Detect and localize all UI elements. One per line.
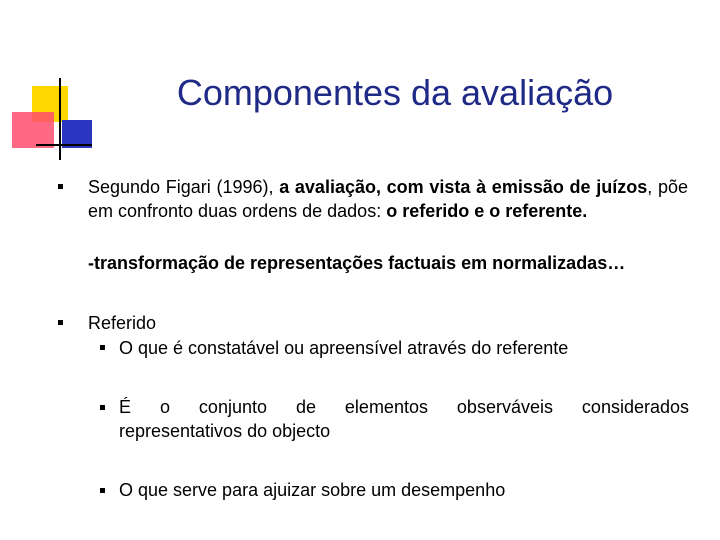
blue-square xyxy=(62,120,92,148)
bullet1-bold1: a avaliação, com vista à emissão de juízos xyxy=(279,177,648,197)
bullet1-line2 xyxy=(88,251,688,275)
sub-bullet-icon xyxy=(100,345,105,350)
sub-bullet-3: O que serve para ajuizar sobre um desempenho xyxy=(119,480,506,500)
bullet1-text2: , põe em confronto duas ordens de dados: xyxy=(88,177,688,221)
sub-bullet-icon xyxy=(100,488,105,493)
bullet1-bold2: o referido e o referente. xyxy=(386,201,588,221)
red-square xyxy=(12,112,54,148)
sub-bullet-icon xyxy=(100,405,105,410)
bullet2-heading: Referido xyxy=(88,313,157,333)
bullet1-line2-text: -transformação de representações factuais em normalizadas… xyxy=(88,253,626,273)
decorative-squares xyxy=(0,0,100,170)
sub-bullet-2-line1: É o conjunto de elementos observáveis considerados xyxy=(119,397,689,417)
bullet1-paragraph xyxy=(88,175,688,223)
slide-title: Componentes da avaliação xyxy=(176,72,614,113)
bullet-icon xyxy=(58,184,63,189)
sub-bullet-1: O que é constatável ou apreensível através do referente xyxy=(119,338,569,358)
bullet1-text1: Segundo Figari (1996), xyxy=(88,177,280,197)
bullet-icon xyxy=(58,320,63,325)
sub-bullet-2-line2: representativos do objecto xyxy=(119,421,331,441)
